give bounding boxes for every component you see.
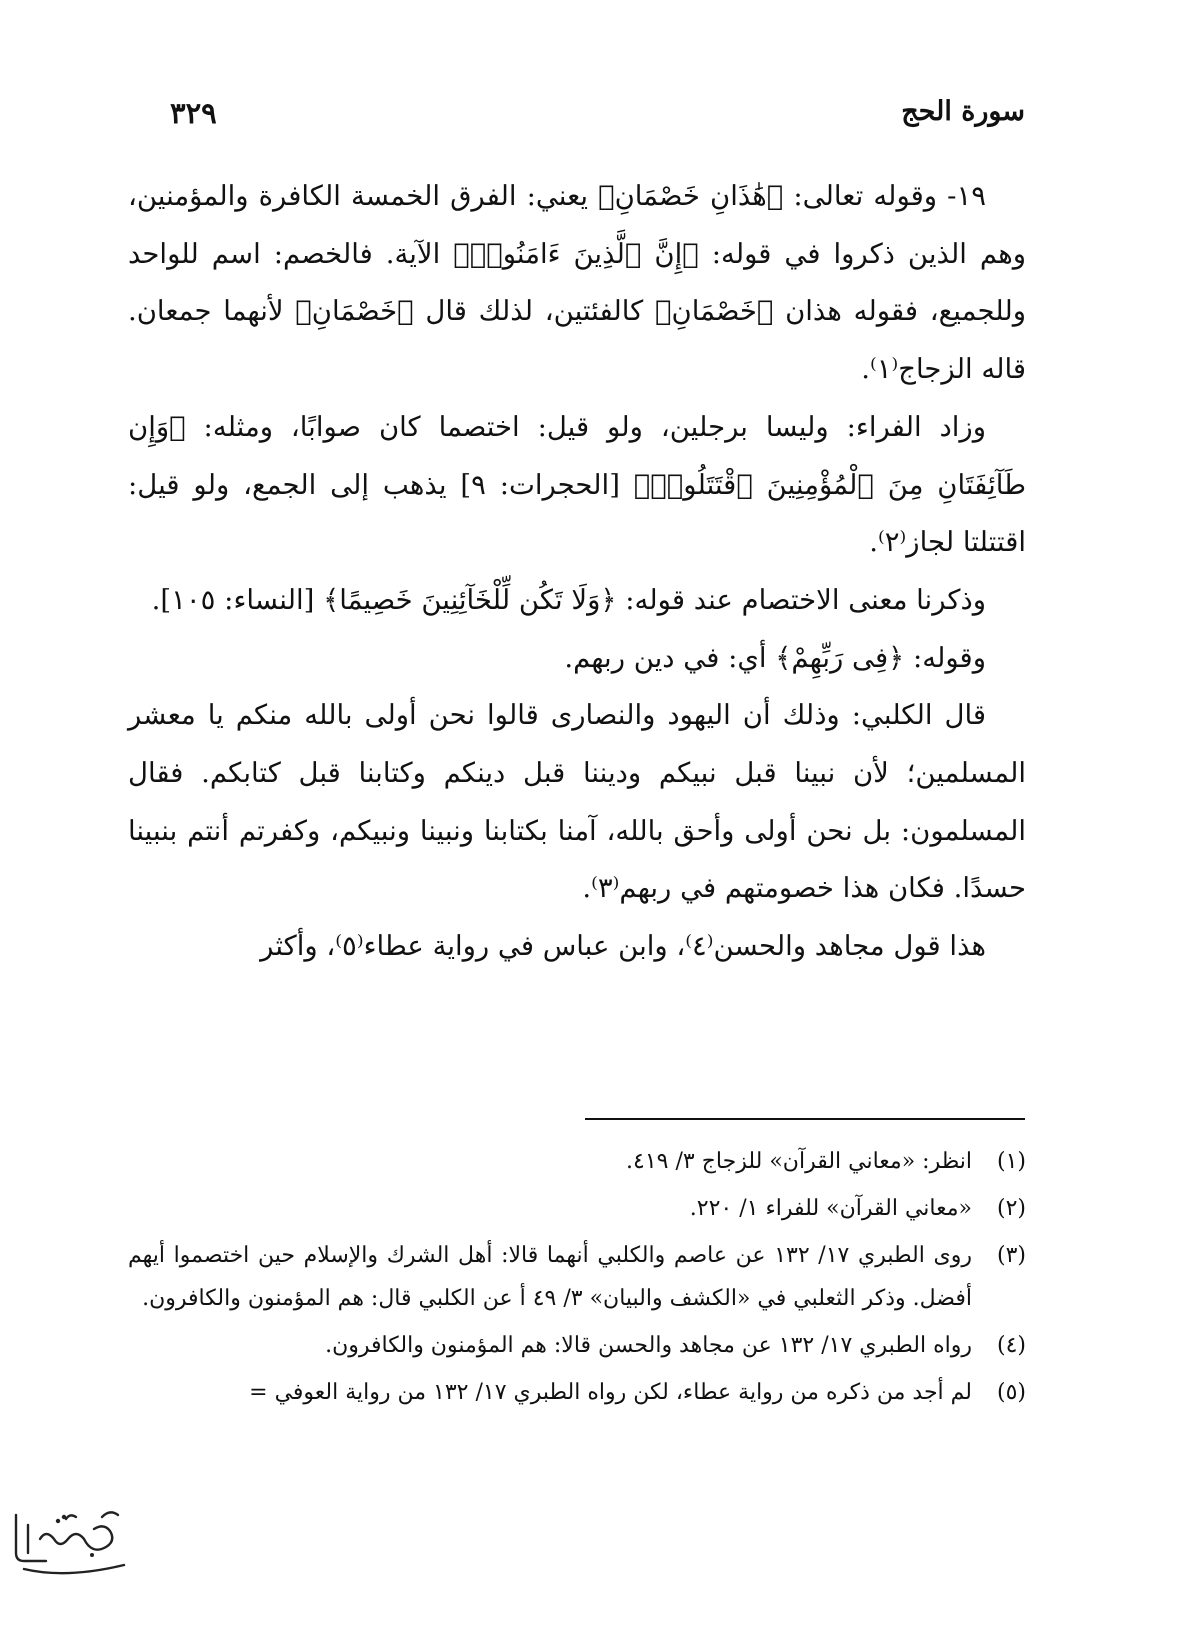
al-mostafa-logo-icon [6, 1495, 136, 1590]
footnote-3 [128, 1234, 1026, 1320]
footnote-1 [128, 1140, 1026, 1183]
footnote-text: روى الطبري ١٧/ ١٣٢ عن عاصم والكلبي أنهما قالا: أهل الشرك والإسلام حين اختصموا أيهم أفضل. وذكر الثعلبي في «الكشف والبيان» ٣/ ٤٩ أ عن الكلبي قال: هم المؤمنون والكافرون. [128, 1243, 972, 1311]
main-text [128, 168, 1026, 976]
page-header [130, 96, 1025, 146]
paragraph-3: وذكرنا معنى الاختصام عند قوله: ﴿وَلَا تَكُن لِّلْخَآئِنِينَ خَصِيمًا﴾ [النساء: ١٠٥]. [151, 583, 986, 616]
footnote-text: «معاني القرآن» للفراء ١/ ٢٢٠. [689, 1196, 972, 1221]
footnote-number: (٤) [996, 1333, 1026, 1358]
paragraph-1: ١٩- وقوله تعالى: ﴿هَٰذَانِ خَصْمَانِ﴾ يعني: الفرق الخمسة الكافرة والمؤمنين، وهم الذين ذكروا في قوله: ﴿إِنَّ ٱلَّذِينَ ءَامَنُوا۟﴾ الآية. فالخصم: اسم للواحد وللجميع، فقوله هذان ﴿خَصْمَانِ﴾ كالفئتين، لذلك قال ﴿خَصْمَانِ﴾ لأنهما جمعان. قاله الزجاج⁽١⁾. [128, 180, 1026, 386]
footnote-number: (٣) [996, 1243, 1026, 1268]
footnote-5 [128, 1371, 1026, 1414]
footnote-text: انظر: «معاني القرآن» للزجاج ٣/ ٤١٩. [626, 1149, 972, 1174]
footnote-2 [128, 1187, 1026, 1230]
footnote-4 [128, 1324, 1026, 1367]
page-number: ٣٢٩ [170, 96, 217, 130]
paragraph-4: وقوله: ﴿فِى رَبِّهِمْ﴾ أي: في دين ربهم. [564, 641, 986, 674]
footnote-number: (١) [996, 1149, 1026, 1174]
footnote-number: (٢) [996, 1196, 1026, 1221]
paragraph-5: قال الكلبي: وذلك أن اليهود والنصارى قالوا نحن أولى بالله منكم يا معشر المسلمين؛ لأن نبينا قبل نبيكم وديننا قبل دينكم وكتابنا قبل كتابكم. فقال المسلمون: بل نحن أولى وأحق بالله، آمنا بكتابنا ونبينا ونبيكم، وكفرتم أنتم بنبينا حسدًا. فكان هذا خصومتهم في ربهم⁽٣⁾. [128, 699, 1026, 905]
footnote-text: رواه الطبري ١٧/ ١٣٢ عن مجاهد والحسن قالا: هم المؤمنون والكافرون. [325, 1333, 972, 1358]
footnote-divider [585, 1118, 1025, 1120]
footnote-text: لم أجد من ذكره من رواية عطاء، لكن رواه الطبري ١٧/ ١٣٢ من رواية العوفي = [249, 1380, 972, 1405]
footnote-number: (٥) [996, 1380, 1026, 1405]
paragraph-2: وزاد الفراء: وليسا برجلين، ولو قيل: اختصما كان صوابًا، ومثله: ﴿وَإِن طَآئِفَتَانِ مِنَ ٱلْمُؤْمِنِينَ ٱقْتَتَلُوا۟﴾ [الحجرات: ٩] يذهب إلى الجمع، ولو قيل: اقتتلتا لجاز⁽٢⁾. [128, 410, 1026, 559]
paragraph-6: هذا قول مجاهد والحسن⁽٤⁾، وابن عباس في رواية عطاء⁽٥⁾، وأكثر [260, 930, 986, 963]
surah-title: سورة الحج [901, 96, 1025, 127]
footnotes [128, 1140, 1026, 1418]
